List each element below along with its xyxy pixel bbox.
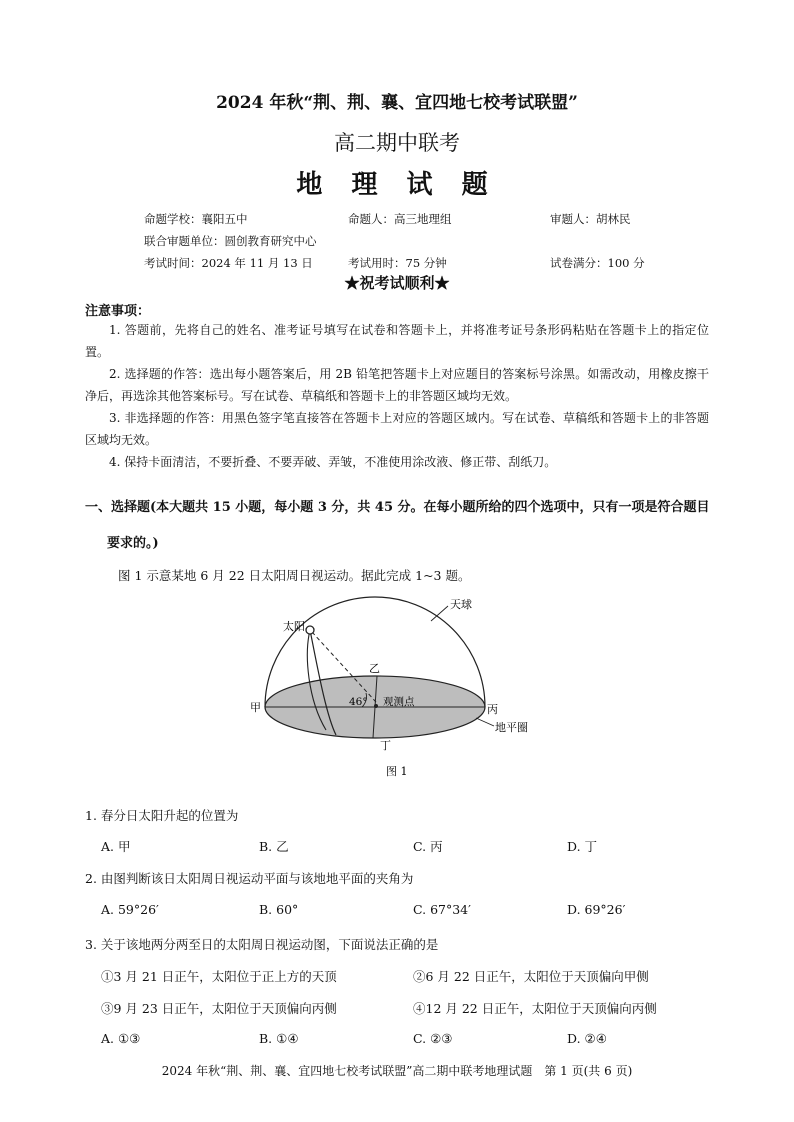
point-d-label: 丁 bbox=[380, 739, 391, 752]
figure-caption: 图 1 bbox=[386, 765, 408, 778]
meta-school: 命题学校：襄阳五中 bbox=[144, 212, 248, 226]
meta-setter: 命题人：高三地理组 bbox=[348, 212, 452, 226]
question-3-option-d: D. ②④ bbox=[567, 1031, 607, 1046]
observer-point bbox=[374, 704, 378, 708]
meta-exam-time: 考试时间：2024 年 11 月 13 日 bbox=[144, 256, 313, 270]
section-heading-cont: 要求的。) bbox=[107, 536, 159, 551]
horizon-leader bbox=[476, 718, 494, 726]
question-1-option-d: D. 丁 bbox=[567, 839, 598, 854]
question-2-option-c: C. 67°34′ bbox=[413, 902, 471, 917]
figure-1-diagram bbox=[240, 590, 570, 790]
question-3-option-c: C. ②③ bbox=[413, 1031, 453, 1046]
good-luck-banner: ★祝考试顺利★ bbox=[344, 274, 450, 292]
exam-title: 高二期中联考 bbox=[334, 131, 460, 155]
section-heading: 一、选择题(本大题共 15 小题，每小题 3 分，共 45 分。在每小题所给的四个选项中，只有一项是符合题目 bbox=[85, 500, 710, 515]
notice-item-1: 1. 答题前，先将自己的姓名、准考证号填写在试卷和答题卡上，并将准考证号条形码粘贴在答题卡上的指定位置。 bbox=[85, 323, 709, 359]
question-3-statement-3: ③9 月 23 日正午，太阳位于天顶偏向丙侧 bbox=[101, 1001, 337, 1016]
question-2-option-a: A. 59°26′ bbox=[101, 902, 159, 917]
page-footer: 2024 年秋“荆、荆、襄、宜四地七校考试联盟”高二期中联考地理试题 第 1 页(共 6 页) bbox=[161, 1064, 633, 1078]
question-1-option-a: A. 甲 bbox=[101, 839, 131, 854]
question-3-statement-2: ②6 月 22 日正午，太阳位于天顶偏向甲侧 bbox=[413, 969, 649, 984]
notice-title: 注意事项： bbox=[85, 304, 151, 319]
question-3-option-a: A. ①③ bbox=[101, 1031, 141, 1046]
question-3-option-b: B. ①④ bbox=[259, 1031, 299, 1046]
notice-item-4: 4. 保持卡面清洁，不要折叠、不要弄破、弄皱，不准使用涂改液、修正带、刮纸刀。 bbox=[109, 455, 557, 469]
sun-icon bbox=[306, 626, 314, 634]
subject-title: 地 理 试 题 bbox=[296, 170, 498, 200]
angle-label: 46° bbox=[349, 696, 368, 708]
question-2-option-b: B. 60° bbox=[259, 902, 299, 917]
question-3-statement-1: ①3 月 21 日正午，太阳位于正上方的天顶 bbox=[101, 969, 337, 984]
meta-joint-review: 联合审题单位：圆创教育研究中心 bbox=[144, 234, 317, 248]
meta-reviewer: 审题人：胡林民 bbox=[550, 212, 631, 226]
notice-item-3: 3. 非选择题的作答：用黑色签字笔直接答在答题卡上对应的答题区域内。写在试卷、草稿纸和答题卡上的非答题区域均无效。 bbox=[85, 411, 709, 447]
question-1-option-b: B. 乙 bbox=[259, 839, 289, 854]
question-3-stem: 3. 关于该地两分两至日的太阳周日视运动图，下面说法正确的是 bbox=[85, 937, 439, 952]
observer-label: 观测点 bbox=[383, 696, 415, 708]
question-2-stem: 2. 由图判断该日太阳周日视运动平面与该地地平面的夹角为 bbox=[85, 871, 414, 886]
point-c-label: 丙 bbox=[487, 703, 498, 716]
question-2-option-d: D. 69°26′ bbox=[567, 902, 626, 917]
sun-label: 太阳 bbox=[283, 620, 305, 633]
meta-full-score: 试卷满分：100 分 bbox=[550, 256, 645, 270]
point-a-label: 甲 bbox=[250, 701, 261, 714]
question-1-option-c: C. 丙 bbox=[413, 839, 443, 854]
sky-label: 天球 bbox=[450, 598, 472, 611]
question-3-statement-4: ④12 月 22 日正午，太阳位于天顶偏向丙侧 bbox=[413, 1001, 657, 1016]
meta-duration: 考试用时：75 分钟 bbox=[348, 256, 447, 270]
question-intro: 图 1 示意某地 6 月 22 日太阳周日视运动。据此完成 1~3 题。 bbox=[118, 568, 471, 583]
horizon-label: 地平圈 bbox=[495, 721, 528, 734]
point-b-label: 乙 bbox=[369, 662, 380, 675]
notice-item-2: 2. 选择题的作答：选出每小题答案后，用 2B 铅笔把答题卡上对应题目的答案标号涂黑。如需改动，用橡皮擦干净后，再选涂其他答案标号。写在试卷、草稿纸和答题卡上的非答题区域均无效。 bbox=[85, 367, 709, 403]
question-1-stem: 1. 春分日太阳升起的位置为 bbox=[85, 808, 239, 823]
union-title: 2024 年秋“荆、荆、襄、宜四地七校考试联盟” bbox=[216, 93, 578, 113]
